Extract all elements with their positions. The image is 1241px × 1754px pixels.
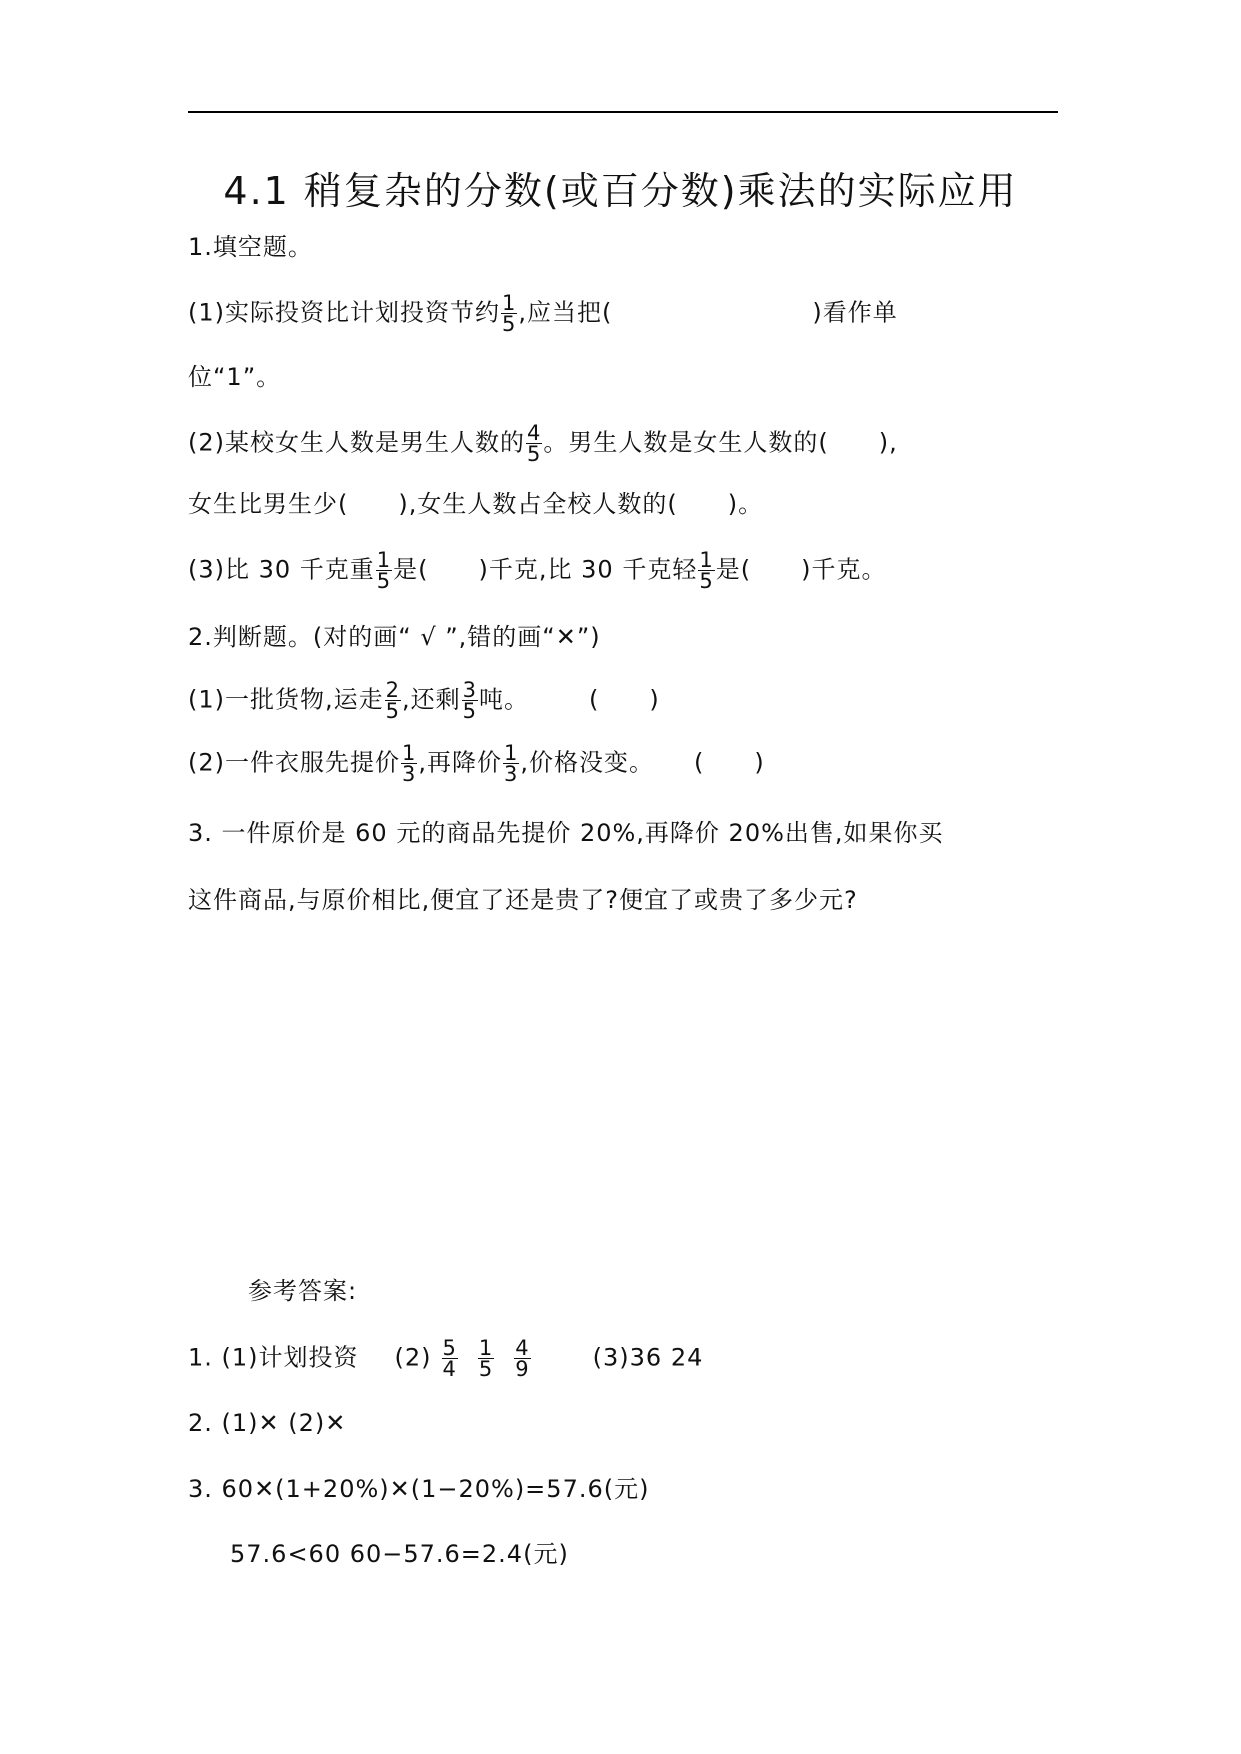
q1-3-text-d: 是( <box>715 555 752 584</box>
question-1-1-cont: 位“1”。 <box>188 363 282 391</box>
fraction: $\frac{1}{5}$ <box>699 548 714 593</box>
answer-3-line2: 57.6<60 60−57.6=2.4(元) <box>230 1540 569 1568</box>
answer-1-part2: (2) <box>394 1343 432 1372</box>
q2-1-text-c: 吨。 <box>479 685 530 714</box>
section2-heading: 2.判断题。(对的画“ √ ”,错的画“✕”) <box>188 623 601 651</box>
fraction: $\frac{1}{5}$ <box>376 548 392 593</box>
question-3-line2: 这件商品,与原价相比,便宜了还是贵了?便宜了或贵了多少元? <box>188 886 858 914</box>
fraction: $\frac{1}{3}$ <box>504 741 519 786</box>
fraction: $\frac{1}{5}$ <box>478 1336 494 1381</box>
judge-bracket-open: ( <box>694 748 705 777</box>
judge-bracket-open: ( <box>589 685 600 714</box>
question-1-1 <box>188 293 898 334</box>
q1-2-text-f: )。 <box>727 490 764 518</box>
fraction: $\frac{4}{9}$ <box>515 1336 530 1381</box>
q2-2-text-a: (2)一件衣服先提价 <box>188 748 400 777</box>
question-3-line1: 3. 一件原价是 60 元的商品先提价 20%,再降价 20%出售,如果你买 <box>188 819 944 847</box>
judge-bracket-close: ) <box>649 685 660 714</box>
question-1-3 <box>188 550 886 591</box>
answers-heading: 参考答案: <box>248 1277 358 1305</box>
q2-2-text-b: ,再降价 <box>418 748 503 777</box>
page-title: 4.1 稍复杂的分数(或百分数)乘法的实际应用 <box>223 169 1018 213</box>
q1-1-text-b: ,应当把( <box>518 298 613 327</box>
q1-2-text-d: 女生比男生少( <box>188 490 349 518</box>
q1-3-text-a: (3)比 30 千克重 <box>188 555 375 584</box>
q1-3-text-e: )千克。 <box>801 555 887 584</box>
q1-2-text-a: (2)某校女生人数是男生人数的 <box>188 428 525 457</box>
question-2-1 <box>188 680 660 721</box>
q1-1-text-a: (1)实际投资比计划投资节约 <box>188 298 500 327</box>
fraction: $\frac{5}{4}$ <box>442 1336 457 1381</box>
question-1-2 <box>188 423 898 464</box>
fraction: $\frac{1}{5}$ <box>502 291 517 336</box>
answer-1-part3: (3)36 24 <box>592 1343 704 1372</box>
question-2-2 <box>188 743 765 784</box>
fraction: $\frac{2}{5}$ <box>385 678 400 723</box>
q2-1-text-a: (1)一批货物,运走 <box>188 685 384 714</box>
fraction: $\frac{4}{5}$ <box>527 421 542 466</box>
q1-2-text-b: 。男生人数是女生人数的( <box>543 428 829 457</box>
q1-1-text-c: )看作单 <box>812 298 898 327</box>
answer-1-label: 1. (1)计划投资 <box>188 1343 359 1372</box>
answer-2: 2. (1)✕ (2)✕ <box>188 1409 347 1437</box>
q1-2-text-e: ),女生人数占全校人数的( <box>398 490 678 518</box>
q1-3-text-c: )千克,比 30 千克轻 <box>478 555 698 584</box>
answer-3-line1: 3. 60✕(1+20%)✕(1−20%)=57.6(元) <box>188 1475 650 1503</box>
answer-1 <box>188 1338 703 1379</box>
q1-3-text-b: 是( <box>393 555 429 584</box>
q2-1-text-b: ,还剩 <box>402 685 461 714</box>
q2-2-text-c: ,价格没变。 <box>520 748 655 777</box>
question-1-2-cont <box>188 489 763 519</box>
fraction: $\frac{1}{3}$ <box>402 741 417 786</box>
q1-2-text-c: ), <box>878 428 898 457</box>
judge-bracket-close: ) <box>754 748 765 777</box>
section1-heading: 1.填空题。 <box>188 233 313 261</box>
fraction: $\frac{3}{5}$ <box>462 678 478 723</box>
header-rule <box>188 111 1058 113</box>
